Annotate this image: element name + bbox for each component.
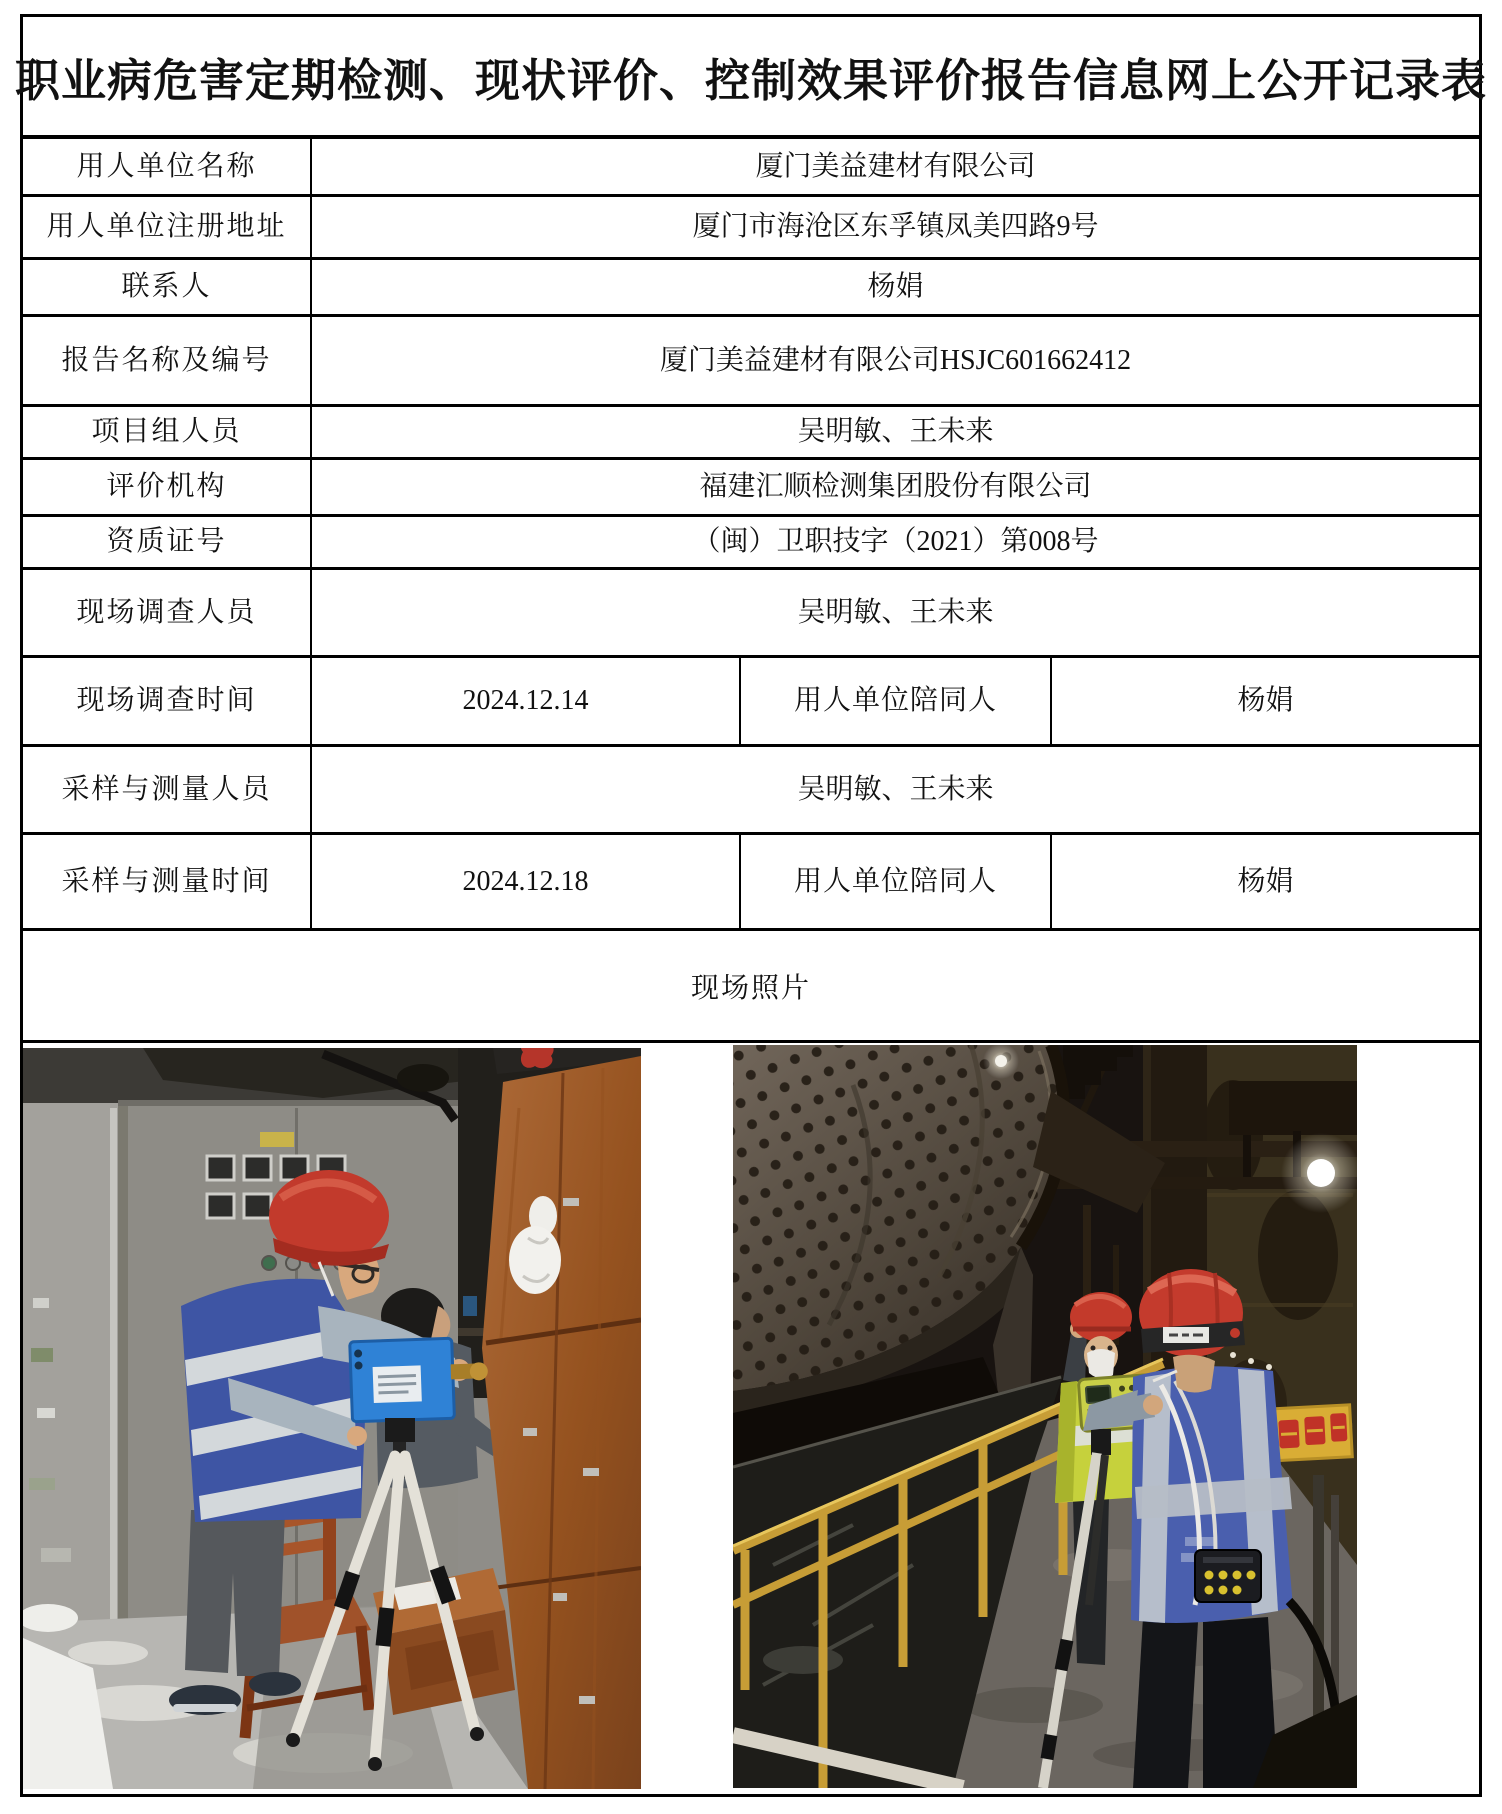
photo-caption: 现场照片: [690, 972, 811, 1004]
label-cell: 采样与测量人员: [23, 747, 312, 832]
table-row-sampling-staff: [23, 747, 1479, 835]
table-row-project-team: [23, 407, 1479, 460]
table-row-survey-staff: [23, 570, 1479, 658]
label-cell: 现场调查时间: [23, 658, 312, 744]
value-cell: 厦门美益建材有限公司HSJC601662412: [659, 344, 1132, 376]
label-cell: 现场调查人员: [23, 570, 312, 655]
photos-area: [23, 1043, 1479, 1794]
title-row: [15, 17, 1488, 139]
table-row-qualification-no: [23, 517, 1479, 570]
table-row-employer-name: [23, 139, 1479, 197]
warning-banner: [1268, 1405, 1353, 1461]
table-row-contact: [23, 260, 1479, 317]
table-row-evaluation-agency: [23, 460, 1479, 517]
value-cell: 厦门美益建材有限公司: [755, 150, 1036, 182]
photo-caption-row: [23, 931, 1479, 1043]
face-mask: [1087, 1349, 1115, 1379]
label-cell: 项目组人员: [23, 407, 312, 457]
value-cell: 杨娟: [1237, 865, 1294, 897]
value-cell: 福建汇顺检测集团股份有限公司: [699, 471, 1092, 503]
value-cell: 吴明敏、王未来: [797, 773, 994, 805]
value-cell: 吴明敏、王未来: [797, 416, 994, 448]
label-cell: 联系人: [23, 260, 312, 314]
label-cell: 用人单位名称: [23, 139, 312, 194]
document-table: [15, 14, 1488, 1797]
value-cell: 杨娟: [867, 271, 924, 303]
value-cell: 2024.12.14: [312, 658, 741, 744]
table-row-sampling-date: [23, 835, 1479, 931]
label-cell: 报告名称及编号: [23, 317, 312, 404]
label-cell: 资质证号: [23, 517, 312, 567]
label-cell: 用人单位陪同人: [741, 658, 1052, 744]
label-cell: 评价机构: [23, 460, 312, 514]
value-cell: 吴明敏、王未来: [797, 596, 994, 628]
table-row-employer-address: [23, 197, 1479, 260]
value-cell: （闽）卫职技字（2021）第008号: [692, 526, 1099, 558]
page-title: 职业病危害定期检测、现状评价、控制效果评价报告信息网上公开记录表: [15, 55, 1488, 106]
value-cell: 杨娟: [1237, 685, 1294, 717]
table-row-survey-date: [23, 658, 1479, 747]
label-cell: 采样与测量时间: [23, 835, 312, 928]
label-cell: 用人单位注册地址: [23, 197, 312, 257]
label-cell: 用人单位陪同人: [741, 835, 1052, 928]
red-object: [521, 1048, 554, 1068]
table-row-report-name: [23, 317, 1479, 407]
value-cell: 厦门市海沧区东孚镇凤美四路9号: [692, 211, 1099, 243]
site-photo-right: [733, 1045, 1357, 1788]
site-photo-left: [23, 1048, 641, 1789]
waist-pouch: [1195, 1550, 1261, 1602]
value-cell: 2024.12.18: [312, 835, 741, 928]
